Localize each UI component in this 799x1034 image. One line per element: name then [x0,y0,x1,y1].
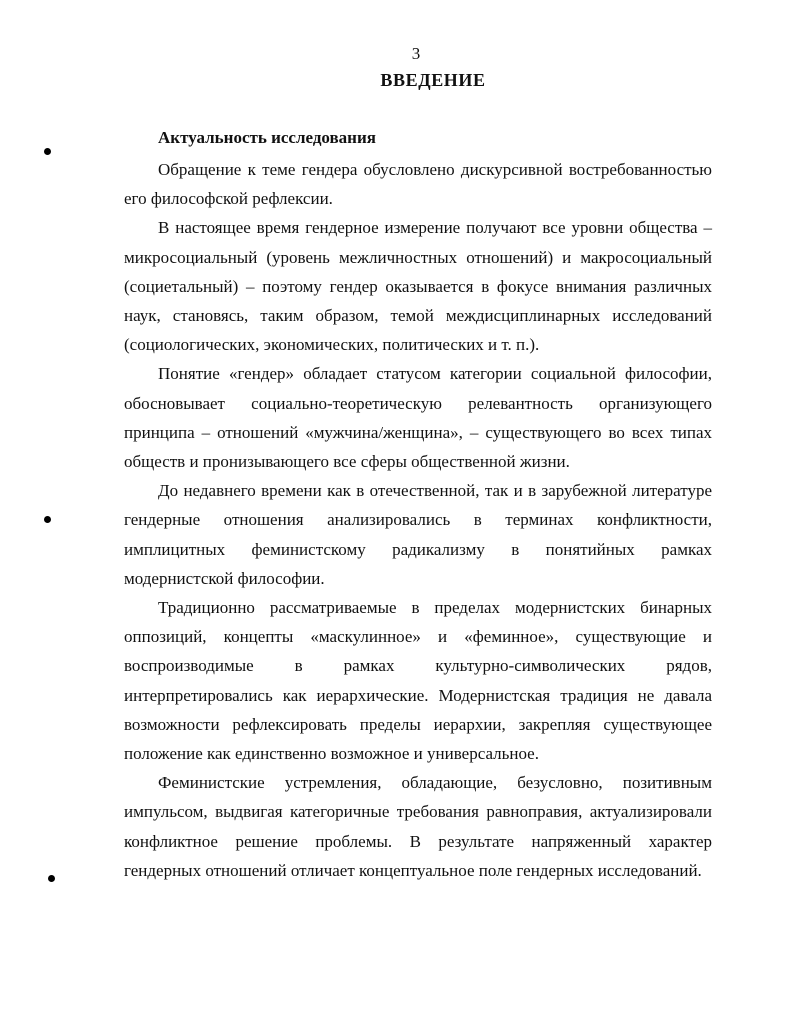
paragraph: В настоящее время гендерное измерение получают все уровни общества – микросоциальный (уровень межличностных отношений) и макросоциальный (социетальный) – поэтому гендер оказывается в фокусе внимания различных наук, становясь, таким образом, темой междисциплинарных исследований (социологических, экономических, политических и т. п.). [124,218,712,355]
margin-bullet-mark [44,148,51,155]
margin-bullet-mark [44,516,51,523]
paragraph: Обращение к теме гендера обусловлено дискурсивной востребованностью его философской рефлексии. [124,160,712,209]
margin-bullet-mark [48,875,55,882]
page-number: 3 [411,44,421,63]
paragraph: Феминистские устремления, обладающие, безусловно, позитивным импульсом, выдвигая категоричные требования равноправия, актуализировали конфликтное решение проблемы. В результате напряженный характер гендерных отношений отличает концептуальное поле гендерных исследований. [124,773,712,880]
body-text [124,155,712,885]
paragraph: Традиционно рассматриваемые в пределах модернистских бинарных оппозиций, концепты «маскулинное» и «феминное», существующие и воспроизводимые в рамках культурно-символических рядов, интерпретировались как иерархические. Модернистская традиция не давала возможности рефлексировать пределы иерархии, закрепляя существующее положение как единственно возможное и универсальное. [124,598,712,764]
paragraph: Понятие «гендер» обладает статусом категории социальной философии, обосновывает социально-теоретическую релевантность организующего принципа – отношений «мужчина/женщина», – существующего во всех типах обществ и пронизывающего все сферы общественной жизни. [124,364,712,472]
section-heading: Актуальность исследования [158,128,376,147]
paragraph: До недавнего времени как в отечественной, так и в зарубежной литературе гендерные отношения анализировались в терминах конфликтности, имплицитных феминистскому радикализму в понятийных рамках модернистской философии. [124,481,712,588]
page-title: ВВЕДЕНИЕ [380,70,486,90]
